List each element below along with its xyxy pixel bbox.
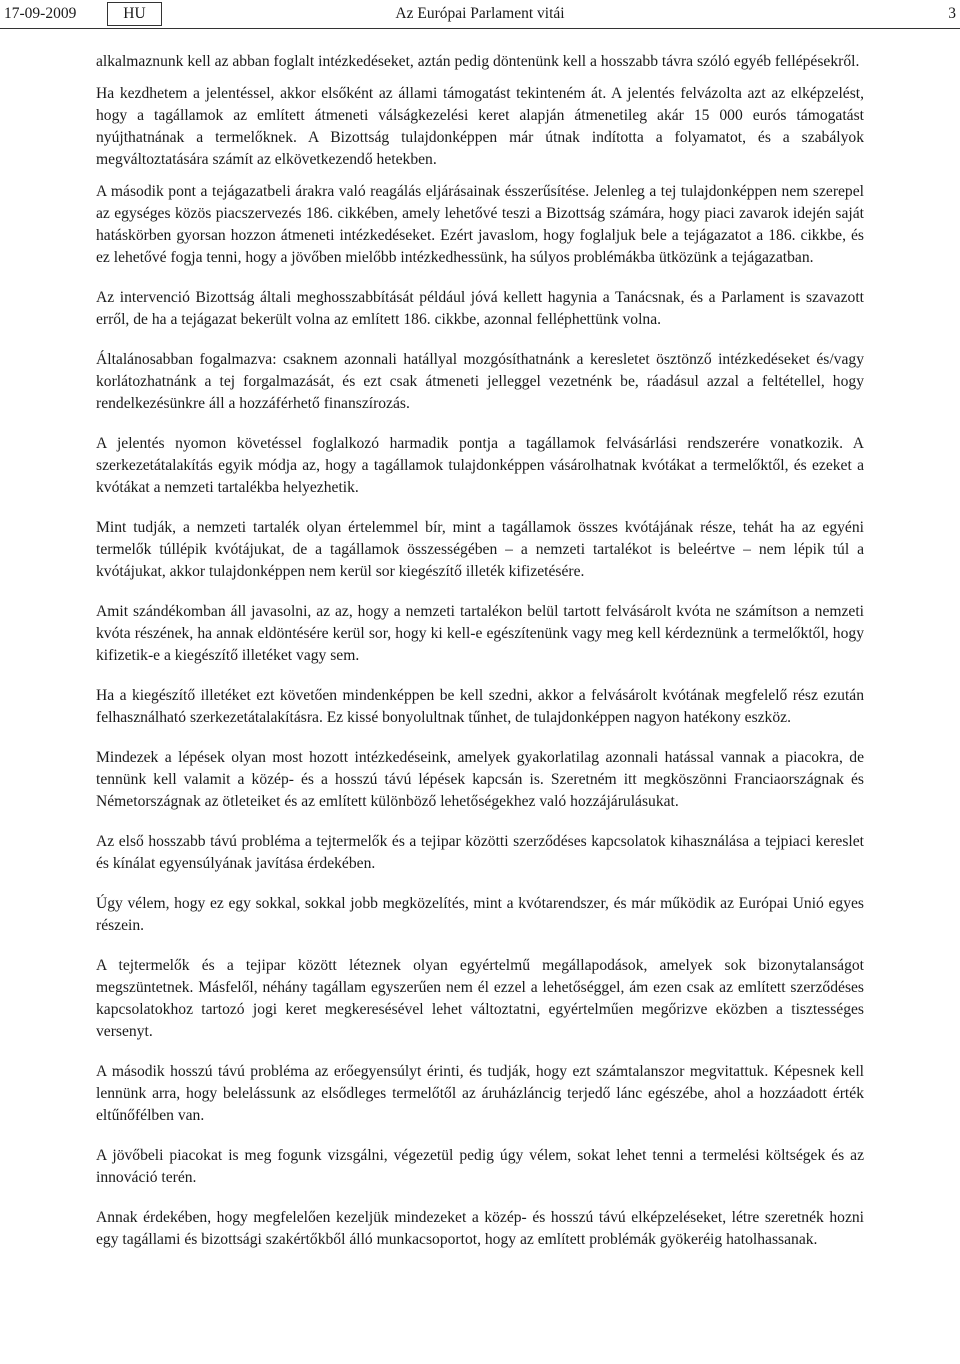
paragraph: Annak érdekében, hogy megfelelően kezeljük mindezeket a közép- és hosszú távú elképzeléseket, létre szeretnék hozni egy tagállami és bizottsági szakértőkből álló munkacsoportot, hogy az említett problémák gyökeréig hatolhassanak. [96, 1209, 864, 1248]
paragraph: Általánosabban fogalmazva: csaknem azonnali hatállyal mozgósíthatnánk a keresletet ösztönző intézkedéseket és/vagy korlátozhatnánk a tej forgalmazását, és ezt csak átmeneti jelleggel vezetnénk be, ráadásul azzal a feltétellel, hogy rendelkezésünkre áll a hozzáférhető finanszírozás. [96, 351, 864, 412]
paragraph: Amit szándékomban áll javasolni, az az, hogy a nemzeti tartalékon belül tartott felvásárolt kvóta ne számítson a nemzeti kvóta részének, ha annak eldöntésére kerül sor, hogy ki kell-e egészítenünk vagy meg kell kérdeznünk a termelőktől, hogy kifizetik-e a kiegészítő illetéket vagy sem. [96, 603, 864, 664]
paragraph: A második hosszú távú probléma az erőegyensúlyt érinti, és tudják, hogy ezt számtalanszor megvitattuk. Képesnek kell lennünk arra, hogy belelássunk az elsődleges termelőtől az áruházláncig terjedő lánc egészébe, ahol a hozzáadott érték eltűnőfélben van. [96, 1063, 864, 1124]
paragraph: alkalmaznunk kell az abban foglalt intézkedéseket, aztán pedig döntenünk kell a hosszabb távra szóló egyéb fellépésekről. [96, 53, 860, 70]
paragraph: Mindezek a lépések olyan most hozott intézkedéseink, amelyek gyakorlatilag azonnali hatással vannak a piacokra, de tennünk kell valamit a közép- és a hosszú távú lépések kapcsán is. Szeretném itt megköszönni Franciaországnak és Németországnak az ötleteiket és az említett különböző lehetőségekhez való hozzájárulásukat. [96, 749, 864, 810]
paragraph: Ha kezdhetem a jelentéssel, akkor elsőként az állami támogatást tekinteném át. A jelentés felvázolta azt az elképzelést, hogy a tagállamok az említett átmeneti válságkezelési keret alapján átmenetileg akár 15 000 eurós támogatást nyújthatnának a termelőknek. A Bizottság tulajdonképpen már útnak indította a folyamatot, és a szabályok megváltoztatására számít az elkövetkezendő hetekben. [96, 85, 864, 168]
paragraph: Az első hosszabb távú probléma a tejtermelők és a tejipar közötti szerződéses kapcsolatok kihasználása a tejpiaci kereslet és kínálat egyensúlyának javítása érdekében. [96, 833, 864, 872]
paragraph: Mint tudják, a nemzeti tartalék olyan értelemmel bír, mint a tagállamok összes kvótájának része, tehát ha az egyéni termelők túllépik kvótájukat, de a tagállamok összességében – a nemzeti tartalékot is beleértve – nem lépik túl a kvótájukat, akkor tulajdonképpen nem kerül sor kiegészítő illeték kifizetésére. [96, 519, 864, 580]
page-number: 3 [948, 5, 956, 22]
paragraph: Az intervenció Bizottság általi meghosszabbítását például jóvá kellett hagynia a Tanácsnak, és a Parlament is szavazott erről, de ha a tejágazat bekerült volna az említett 186. cikkbe, azonnal felléphettünk volna. [96, 289, 864, 328]
paragraph: Ha a kiegészítő illetéket ezt követően mindenképpen be kell szedni, akkor a felvásárolt kvótának megfelelő rész ezután felhasználható szerkezetátalakításra. Ez kissé bonyolultnak tűnhet, de tulajdonképpen nagyon hatékony eszköz. [96, 687, 864, 726]
language-badge: HU [107, 2, 162, 26]
paragraph: A jelentés nyomon követéssel foglalkozó harmadik pontja a tagállamok felvásárlási rendszerére vonatkozik. A szerkezetátalakítás egyik módja az, hogy a tagállamok tulajdonképpen vásárolhatnak kvótákat a termelőktől, és ezeket a kvótákat a nemzeti tartalékba helyezhetik. [96, 435, 864, 496]
header-title: Az Európai Parlament vitái [395, 5, 565, 22]
paragraph: A jövőbeli piacokat is meg fogunk vizsgálni, végezetül pedig úgy vélem, sokat lehet tenni a termelési költségek és az innováció terén. [96, 1147, 864, 1186]
paragraph: A második pont a tejágazatbeli árakra való reagálás eljárásainak ésszerűsítése. Jelenleg a tej tulajdonképpen nem szerepel az egységes közös piacszervezés 186. cikkében, amely lehetővé teszi a Bizottság számára, hogy piaci zavarok idején saját hatáskörben gyorsan hozzon átmeneti intézkedéseket. Ezért javaslom, hogy foglaljuk bele a tejágazatot a 186. cikkbe, és ez lehetővé fogja tenni, hogy a jövőben mielőbb intézkedhessünk, ha súlyos problémákba ütközünk a tejágazatban. [96, 183, 864, 266]
document-body [96, 51, 864, 1269]
page-header [0, 0, 960, 29]
paragraph: A tejtermelők és a tejipar között léteznek olyan egyértelmű megállapodások, amelyek sok bizonytalanságot megszüntetnek. Másfelől, néhány tagállam egyszerűen nem él ezzel a lehetőséggel, ám ezen csak az említett szerződéses kapcsolatokhoz tartozó jogi keret megkeresésével lehet változtatni, egyértelműen megőrizve eközben a tisztességes versenyt. [96, 957, 864, 1040]
paragraph: Úgy vélem, hogy ez egy sokkal, sokkal jobb megközelítés, mint a kvótarendszer, és már működik az Európai Unió egyes részein. [96, 895, 864, 934]
header-date: 17-09-2009 [4, 5, 77, 22]
